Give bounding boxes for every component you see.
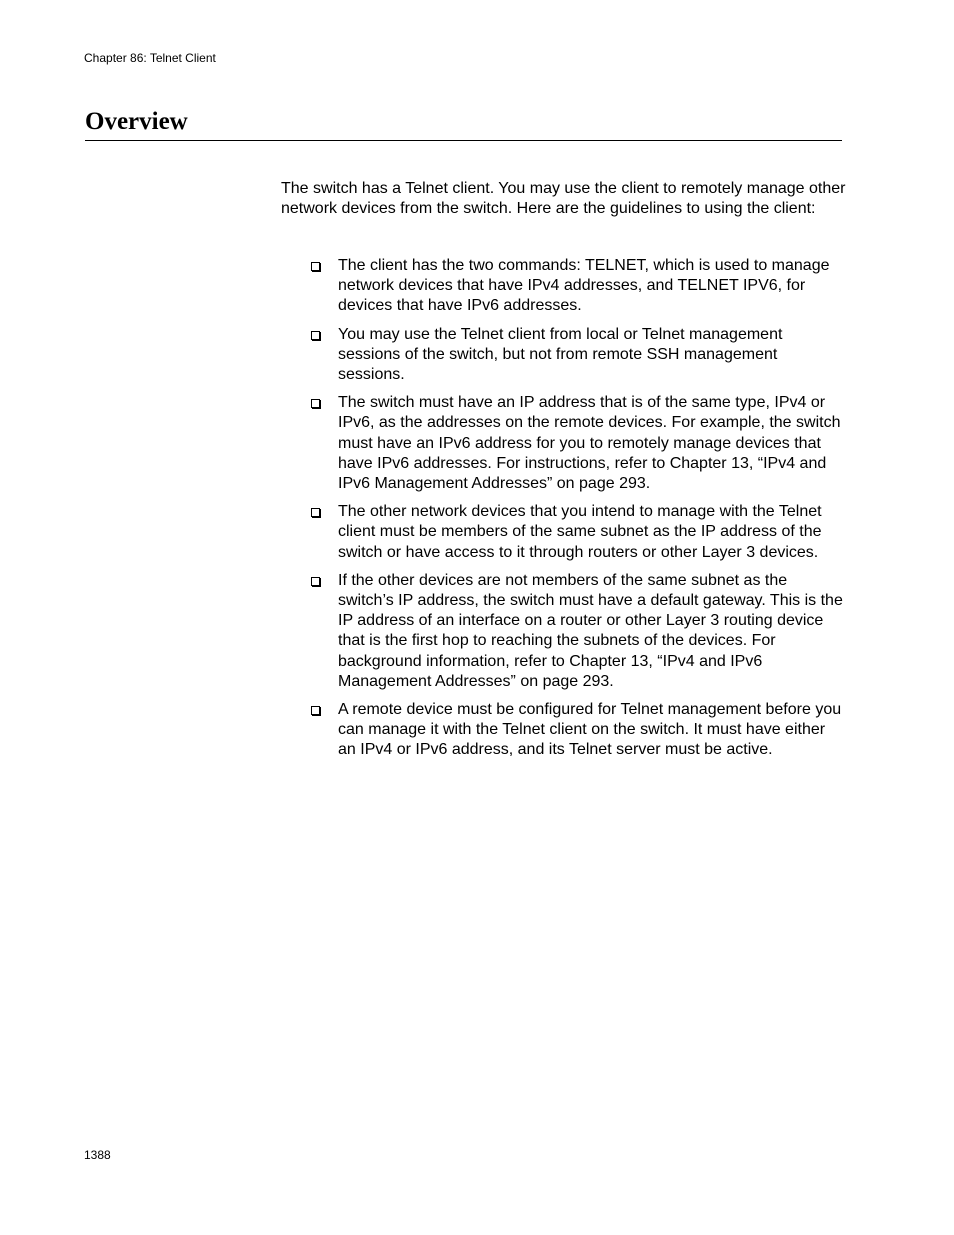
list-item <box>281 700 846 761</box>
guidelines-list <box>281 256 846 769</box>
checkbox-bullet-icon <box>311 706 320 715</box>
list-item <box>281 571 846 692</box>
list-item-text: The switch must have an IP address that is of the same type, IPv4 or IPv6, as the addresses on the remote devices. For example, the switch must have an IPv6 address for you to remotely manage devices that have IPv6 addresses. For instructions, refer to Chapter 13, “IPv4 and IPv6 Management Addresses” on page 293. <box>338 394 841 493</box>
list-item <box>281 502 846 563</box>
list-item <box>281 256 846 317</box>
checkbox-bullet-icon <box>311 577 320 586</box>
list-item-text: A remote device must be configured for Telnet management before you can manage it with the Telnet client on the switch. It must have either an IPv4 or IPv6 address, and its Telnet server must be active. <box>338 701 842 759</box>
checkbox-bullet-icon <box>311 508 320 517</box>
checkbox-bullet-icon <box>311 331 320 340</box>
list-item <box>281 393 846 494</box>
list-item-text: The other network devices that you intend to manage with the Telnet client must be members of the same subnet as the IP address of the switch or have access to it through routers or other Layer 3 devices. <box>338 503 822 561</box>
title-rule <box>85 140 842 141</box>
list-item-text: The client has the two commands: TELNET, which is used to manage network devices that have IPv4 addresses, and TELNET IPV6, for devices that have IPv6 addresses. <box>338 257 830 315</box>
page-number: 1388 <box>84 1148 111 1162</box>
intro-paragraph: The switch has a Telnet client. You may use the client to remotely manage other network devices from the switch. Here are the guidelines to using the client: <box>281 180 846 218</box>
checkbox-bullet-icon <box>311 399 320 408</box>
checkbox-bullet-icon <box>311 262 320 271</box>
running-header: Chapter 86: Telnet Client <box>84 51 216 65</box>
list-item-text: You may use the Telnet client from local or Telnet management sessions of the switch, but not from remote SSH management sessions. <box>338 325 783 384</box>
list-item-text: If the other devices are not members of the same subnet as the switch’s IP address, the switch must have a default gateway. This is the IP address of an interface on a router or other Layer 3 routing device that is the first hop to reaching the subnets of the devices. For background information, refer to Chapter 13, “IPv4 and IPv6 Management Addresses” on page 293. <box>338 571 843 690</box>
list-item <box>281 325 846 386</box>
section-title: Overview <box>85 108 188 135</box>
